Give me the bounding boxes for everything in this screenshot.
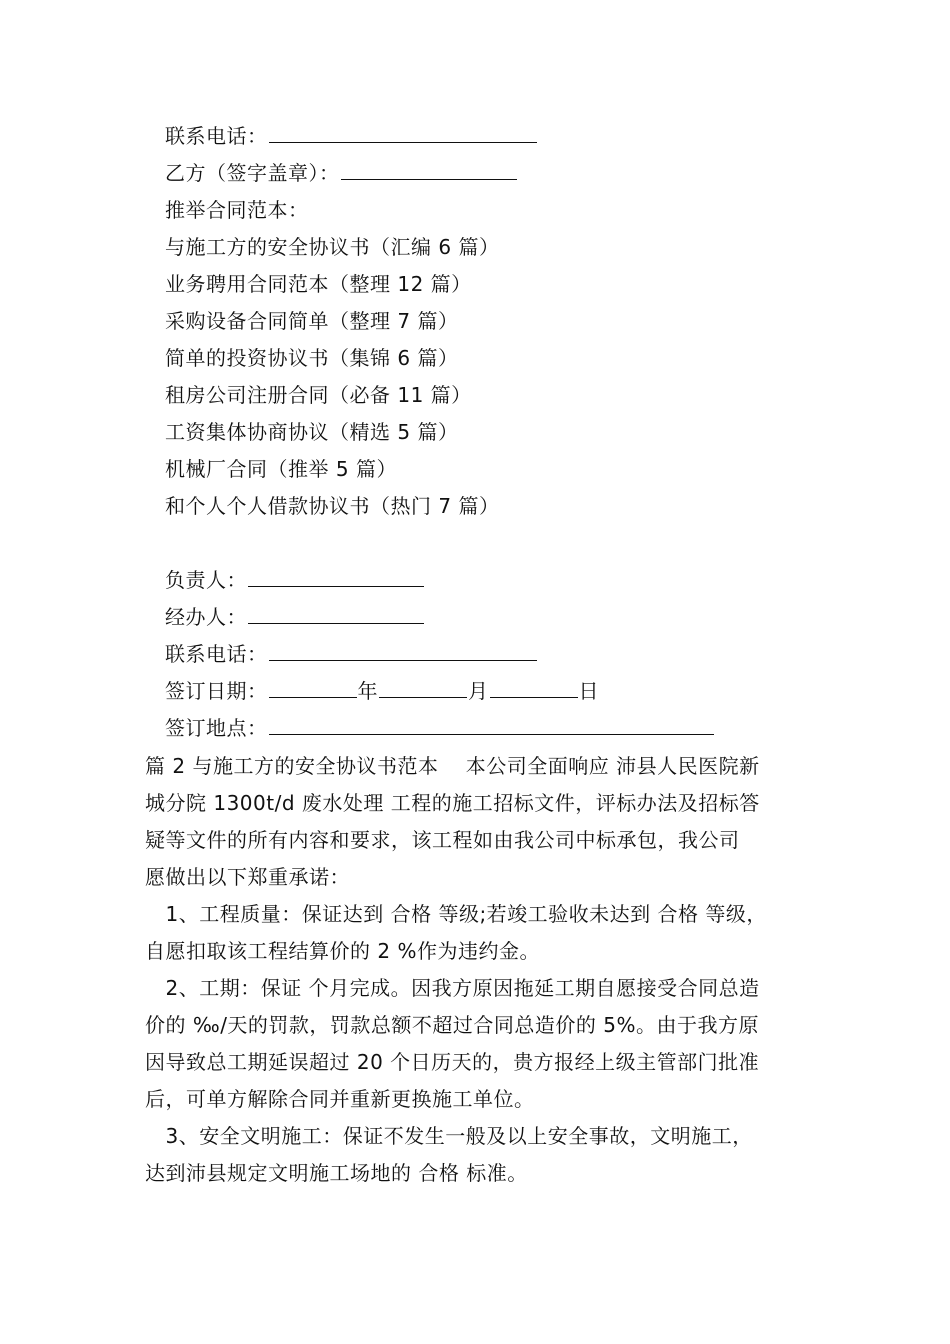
clause-quality	[145, 896, 807, 970]
responsible-label: 负责人：	[165, 568, 247, 592]
responsible-blank	[248, 564, 424, 587]
recommend-item[interactable]: 采购设备合同简单（整理 7 篇）	[165, 309, 459, 333]
phone-label: 联系电话：	[165, 642, 268, 666]
recommend-heading: 推举合同范本：	[165, 198, 309, 222]
paragraph-line: 自愿扣取该工程结算价的 2 %作为违约金。	[145, 939, 540, 963]
paragraph-line: 愿做出以下郑重承诺：	[145, 865, 350, 889]
clause-safety	[145, 1118, 807, 1192]
day-blank	[490, 675, 578, 698]
handler-label: 经办人：	[165, 605, 247, 629]
handler-blank	[248, 601, 424, 624]
clause-schedule	[145, 970, 807, 1118]
paragraph-line: 后，可单方解除合同并重新更换施工单位。	[145, 1087, 535, 1111]
paragraph-line: 2、工期：保证 个月完成。因我方原因拖延工期自愿接受合同总造	[145, 976, 760, 1000]
place-label: 签订地点：	[165, 716, 268, 740]
phone-line-bottom	[165, 636, 538, 672]
month-label: 月	[468, 679, 489, 703]
recommend-item[interactable]: 业务聘用合同范本（整理 12 篇）	[165, 272, 472, 296]
paragraph-line: 1、工程质量：保证达到 合格 等级;若竣工验收未达到 合格 等级，	[145, 902, 767, 926]
place-blank	[269, 712, 714, 735]
recommend-item[interactable]: 简单的投资协议书（集锦 6 篇）	[165, 346, 459, 370]
year-label: 年	[357, 679, 378, 703]
recommend-item[interactable]: 和个人个人借款协议书（热门 7 篇）	[165, 494, 500, 518]
recommend-item[interactable]: 工资集体协商协议（精选 5 篇）	[165, 420, 459, 444]
year-blank	[269, 675, 357, 698]
responsible-line	[165, 562, 425, 598]
month-blank	[379, 675, 467, 698]
party-b-blank	[341, 157, 517, 180]
phone-blank	[269, 120, 537, 143]
paragraph-line: 价的 ‰/天的罚款，罚款总额不超过合同总造价的 5%。由于我方原	[145, 1013, 760, 1037]
recommend-item[interactable]: 与施工方的安全协议书（汇编 6 篇）	[165, 235, 500, 259]
day-label: 日	[578, 679, 599, 703]
date-label: 签订日期：	[165, 679, 268, 703]
handler-line	[165, 599, 425, 635]
place-line	[165, 710, 715, 746]
party-b-label: 乙方（签字盖章）：	[165, 161, 340, 185]
recommend-item[interactable]: 机械厂合同（推举 5 篇）	[165, 457, 397, 481]
paragraph-line: 疑等文件的所有内容和要求，该工程如由我公司中标承包，我公司	[145, 828, 740, 852]
party-b-line	[165, 155, 518, 191]
phone-blank	[269, 638, 537, 661]
paragraph-line: 因导致总工期延误超过 20 个日历天的，贵方报经上级主管部门批准	[145, 1050, 760, 1074]
recommend-item[interactable]: 租房公司注册合同（必备 11 篇）	[165, 383, 472, 407]
paragraph-line: 城分院 1300t/d 废水处理 工程的施工招标文件，评标办法及招标答	[145, 791, 760, 815]
date-line	[165, 673, 599, 709]
article-intro	[145, 748, 807, 896]
paragraph-line: 篇 2 与施工方的安全协议书范本 本公司全面响应 沛县人民医院新	[145, 754, 760, 778]
paragraph-line: 达到沛县规定文明施工场地的 合格 标准。	[145, 1161, 528, 1185]
paragraph-line: 3、安全文明施工：保证不发生一般及以上安全事故，文明施工，	[145, 1124, 753, 1148]
phone-line-top	[165, 118, 538, 154]
phone-label: 联系电话：	[165, 124, 268, 148]
